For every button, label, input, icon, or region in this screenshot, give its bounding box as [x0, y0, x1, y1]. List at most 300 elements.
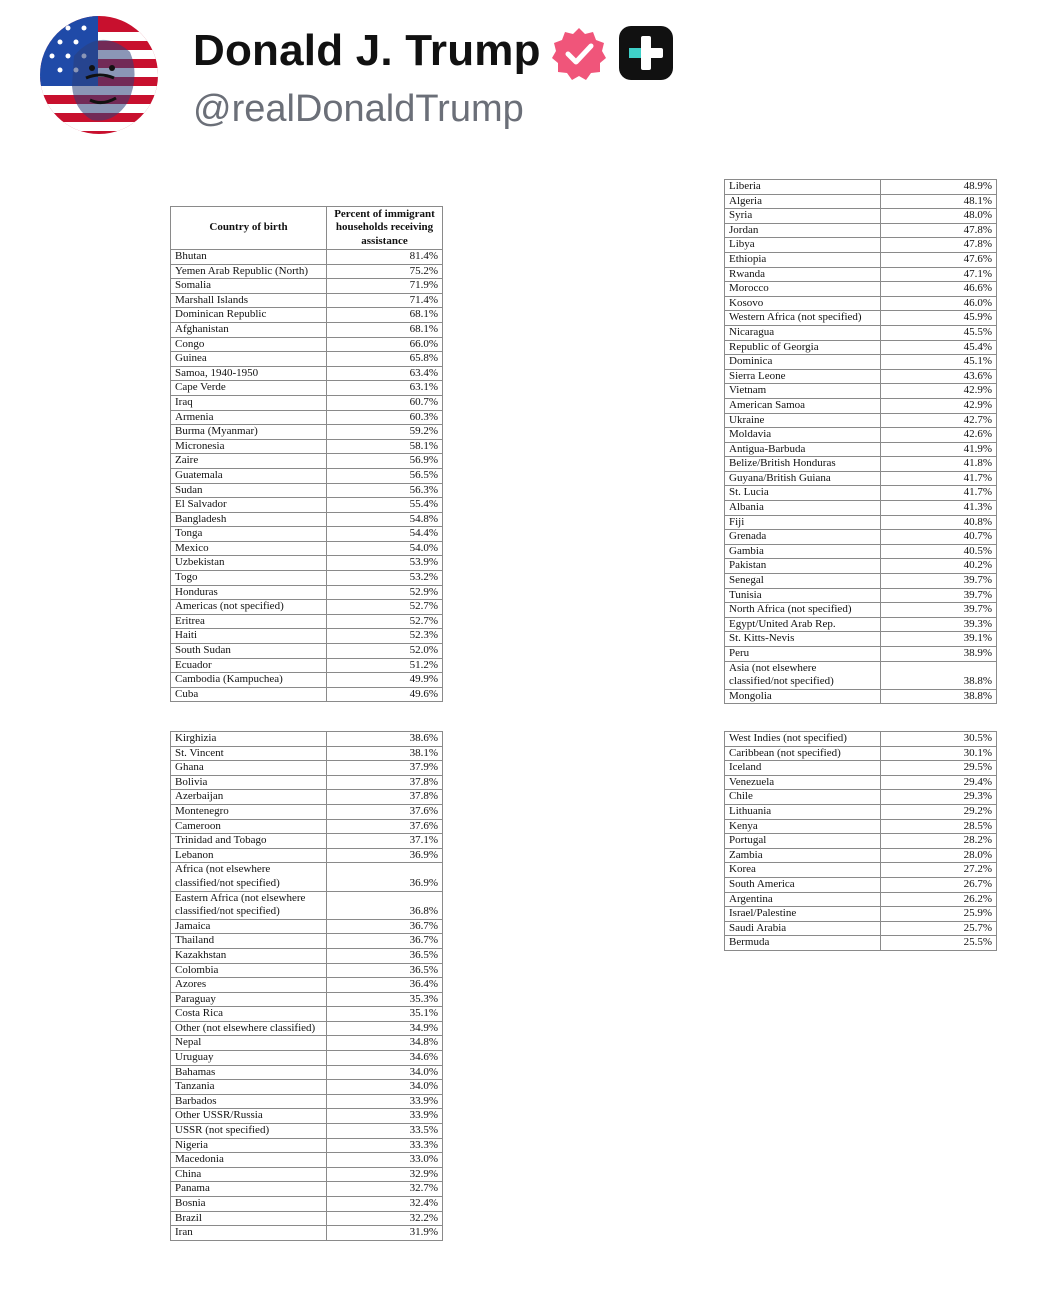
table-row — [725, 296, 997, 311]
country-cell: Fiji — [725, 515, 881, 530]
country-cell: Togo — [171, 571, 327, 586]
table-row — [171, 819, 443, 834]
percent-cell: 75.2% — [327, 264, 443, 279]
country-cell: Bhutan — [171, 250, 327, 265]
country-cell: Guinea — [171, 352, 327, 367]
percent-cell: 63.1% — [327, 381, 443, 396]
table-row — [171, 834, 443, 849]
percent-cell: 60.7% — [327, 395, 443, 410]
country-cell: Dominica — [725, 355, 881, 370]
percent-cell: 42.6% — [881, 428, 997, 443]
country-cell: Tonga — [171, 527, 327, 542]
country-cell: Jordan — [725, 223, 881, 238]
country-cell: Nepal — [171, 1036, 327, 1051]
country-cell: Thailand — [171, 934, 327, 949]
percent-cell: 33.9% — [327, 1094, 443, 1109]
percent-cell: 52.3% — [327, 629, 443, 644]
percent-cell: 58.1% — [327, 439, 443, 454]
country-cell: Bosnia — [171, 1197, 327, 1212]
assistance-table-part-3 — [170, 731, 443, 1241]
table-row — [725, 544, 997, 559]
table-row — [171, 571, 443, 586]
country-cell: Dominican Republic — [171, 308, 327, 323]
table-row — [725, 501, 997, 516]
country-cell: Egypt/United Arab Rep. — [725, 617, 881, 632]
table-row — [725, 471, 997, 486]
table-row — [725, 398, 997, 413]
crop-edge — [160, 703, 460, 715]
percent-cell: 34.0% — [327, 1080, 443, 1095]
table-row — [171, 614, 443, 629]
percent-cell: 29.2% — [881, 804, 997, 819]
country-cell: Israel/Palestine — [725, 907, 881, 922]
table-row — [171, 498, 443, 513]
percent-cell: 36.5% — [327, 948, 443, 963]
table-row — [171, 658, 443, 673]
table-row — [725, 180, 997, 195]
percent-cell: 54.8% — [327, 512, 443, 527]
table-row — [171, 556, 443, 571]
country-cell: Ghana — [171, 761, 327, 776]
table-row — [725, 530, 997, 545]
country-cell: Zambia — [725, 848, 881, 863]
table-row — [725, 603, 997, 618]
percent-cell: 38.8% — [881, 689, 997, 704]
table-row — [171, 585, 443, 600]
table-row — [171, 410, 443, 425]
table-row — [171, 1021, 443, 1036]
percent-cell: 33.9% — [327, 1109, 443, 1124]
percent-cell: 36.7% — [327, 934, 443, 949]
country-cell: Gambia — [725, 544, 881, 559]
country-cell: Armenia — [171, 410, 327, 425]
percent-cell: 46.0% — [881, 296, 997, 311]
table-row — [725, 428, 997, 443]
table-row — [171, 439, 443, 454]
country-cell: Cape Verde — [171, 381, 327, 396]
table-row — [725, 921, 997, 936]
table-row — [725, 442, 997, 457]
table-row — [725, 355, 997, 370]
table-row — [725, 574, 997, 589]
country-cell: Honduras — [171, 585, 327, 600]
table-row — [171, 250, 443, 265]
country-cell: Venezuela — [725, 775, 881, 790]
table-row — [725, 617, 997, 632]
percent-cell: 38.6% — [327, 732, 443, 747]
table-row — [171, 790, 443, 805]
percent-cell: 26.2% — [881, 892, 997, 907]
country-cell: Cuba — [171, 687, 327, 702]
percent-cell: 39.7% — [881, 574, 997, 589]
percent-cell: 52.7% — [327, 600, 443, 615]
table-row — [725, 282, 997, 297]
country-cell: Kenya — [725, 819, 881, 834]
table-header-row — [171, 207, 443, 250]
table-row — [171, 1197, 443, 1212]
percent-cell: 26.7% — [881, 877, 997, 892]
percent-cell: 46.6% — [881, 282, 997, 297]
percent-cell: 36.9% — [327, 848, 443, 863]
table-row — [725, 369, 997, 384]
percent-cell: 48.1% — [881, 194, 997, 209]
percent-cell: 35.1% — [327, 1007, 443, 1022]
percent-cell: 38.1% — [327, 746, 443, 761]
country-cell: Morocco — [725, 282, 881, 297]
percent-cell: 38.9% — [881, 647, 997, 662]
percent-cell: 34.9% — [327, 1021, 443, 1036]
country-cell: Uruguay — [171, 1051, 327, 1066]
percent-cell: 29.5% — [881, 761, 997, 776]
percent-cell: 32.2% — [327, 1211, 443, 1226]
table-row — [171, 644, 443, 659]
table-row — [171, 1007, 443, 1022]
assistance-table-part-2 — [724, 179, 997, 704]
post-header — [0, 0, 1040, 150]
country-cell: Burma (Myanmar) — [171, 425, 327, 440]
percent-cell: 35.3% — [327, 992, 443, 1007]
table-row — [171, 629, 443, 644]
country-cell: Americas (not specified) — [171, 600, 327, 615]
country-cell: West Indies (not specified) — [725, 732, 881, 747]
percent-cell: 28.0% — [881, 848, 997, 863]
percent-cell: 42.7% — [881, 413, 997, 428]
country-cell: Yemen Arab Republic (North) — [171, 264, 327, 279]
country-cell: Syria — [725, 209, 881, 224]
percent-cell: 36.8% — [327, 891, 443, 919]
country-cell: Libya — [725, 238, 881, 253]
percent-cell: 53.2% — [327, 571, 443, 586]
table-row — [171, 804, 443, 819]
table-row — [725, 790, 997, 805]
country-cell: Nigeria — [171, 1138, 327, 1153]
percent-cell: 40.8% — [881, 515, 997, 530]
table-row — [171, 992, 443, 1007]
percent-cell: 28.2% — [881, 834, 997, 849]
percent-cell: 47.8% — [881, 238, 997, 253]
percent-cell: 37.6% — [327, 804, 443, 819]
table-row — [171, 527, 443, 542]
country-cell: Korea — [725, 863, 881, 878]
table-row — [171, 308, 443, 323]
percent-cell: 40.2% — [881, 559, 997, 574]
percent-cell: 68.1% — [327, 308, 443, 323]
percent-cell: 45.4% — [881, 340, 997, 355]
percent-cell: 33.0% — [327, 1153, 443, 1168]
table-row — [171, 322, 443, 337]
percent-cell: 53.9% — [327, 556, 443, 571]
table-row — [171, 600, 443, 615]
table-row — [171, 425, 443, 440]
percent-cell: 52.7% — [327, 614, 443, 629]
table-row — [725, 267, 997, 282]
country-cell: Afghanistan — [171, 322, 327, 337]
percent-cell: 36.5% — [327, 963, 443, 978]
table-row — [171, 264, 443, 279]
table-row — [171, 512, 443, 527]
table-row — [725, 892, 997, 907]
country-cell: Bermuda — [725, 936, 881, 951]
country-cell: Mexico — [171, 541, 327, 556]
table-row — [725, 647, 997, 662]
percent-cell: 39.7% — [881, 588, 997, 603]
country-cell: Vietnam — [725, 384, 881, 399]
percent-cell: 34.0% — [327, 1065, 443, 1080]
table-row — [725, 775, 997, 790]
column-header-percent: Percent of immigrant households receiving assistance — [327, 207, 443, 250]
avatar[interactable] — [40, 16, 158, 134]
percent-cell: 40.5% — [881, 544, 997, 559]
table-row — [725, 325, 997, 340]
table-row — [171, 468, 443, 483]
table-row — [725, 661, 997, 689]
table-row — [171, 1109, 443, 1124]
table-row — [725, 238, 997, 253]
crop-edge — [160, 1258, 460, 1293]
country-cell: Sudan — [171, 483, 327, 498]
country-cell: Ethiopia — [725, 252, 881, 267]
table-row — [171, 848, 443, 863]
country-cell: Senegal — [725, 574, 881, 589]
country-cell: Sierra Leone — [725, 369, 881, 384]
country-cell: Uzbekistan — [171, 556, 327, 571]
country-cell: China — [171, 1167, 327, 1182]
plus-badge-icon — [619, 26, 673, 80]
table-row — [171, 541, 443, 556]
country-cell: Tanzania — [171, 1080, 327, 1095]
country-cell: American Samoa — [725, 398, 881, 413]
percent-cell: 34.8% — [327, 1036, 443, 1051]
percent-cell: 81.4% — [327, 250, 443, 265]
table-row — [171, 483, 443, 498]
table-row — [171, 687, 443, 702]
table-row — [725, 819, 997, 834]
country-cell: Ukraine — [725, 413, 881, 428]
percent-cell: 56.9% — [327, 454, 443, 469]
percent-cell: 47.1% — [881, 267, 997, 282]
table-row — [725, 588, 997, 603]
percent-cell: 32.9% — [327, 1167, 443, 1182]
country-cell: Micronesia — [171, 439, 327, 454]
percent-cell: 33.5% — [327, 1124, 443, 1139]
table-row — [725, 834, 997, 849]
country-cell: Iceland — [725, 761, 881, 776]
percent-cell: 49.6% — [327, 687, 443, 702]
country-cell: Montenegro — [171, 804, 327, 819]
country-cell: Bahamas — [171, 1065, 327, 1080]
country-cell: Colombia — [171, 963, 327, 978]
country-cell: Belize/British Honduras — [725, 457, 881, 472]
percent-cell: 65.8% — [327, 352, 443, 367]
country-cell: Somalia — [171, 279, 327, 294]
percent-cell: 63.4% — [327, 366, 443, 381]
country-cell: South Sudan — [171, 644, 327, 659]
table-row — [725, 457, 997, 472]
percent-cell: 48.0% — [881, 209, 997, 224]
table-row — [725, 515, 997, 530]
country-cell: Zaire — [171, 454, 327, 469]
percent-cell: 52.0% — [327, 644, 443, 659]
country-cell: Macedonia — [171, 1153, 327, 1168]
country-cell: Moldavia — [725, 428, 881, 443]
percent-cell: 54.4% — [327, 527, 443, 542]
percent-cell: 27.2% — [881, 863, 997, 878]
country-cell: USSR (not specified) — [171, 1124, 327, 1139]
table-row — [171, 978, 443, 993]
table-row — [171, 761, 443, 776]
table-row — [725, 340, 997, 355]
country-cell: Bolivia — [171, 775, 327, 790]
percent-cell: 68.1% — [327, 322, 443, 337]
country-cell: Albania — [725, 501, 881, 516]
table-row — [725, 384, 997, 399]
country-cell: Portugal — [725, 834, 881, 849]
percent-cell: 45.9% — [881, 311, 997, 326]
table-row — [725, 877, 997, 892]
table-row — [171, 1138, 443, 1153]
table-row — [171, 1080, 443, 1095]
table-row — [171, 1153, 443, 1168]
percent-cell: 28.5% — [881, 819, 997, 834]
percent-cell: 41.7% — [881, 471, 997, 486]
percent-cell: 36.4% — [327, 978, 443, 993]
percent-cell: 25.5% — [881, 936, 997, 951]
percent-cell: 41.3% — [881, 501, 997, 516]
percent-cell: 54.0% — [327, 541, 443, 556]
country-cell: El Salvador — [171, 498, 327, 513]
table-row — [725, 632, 997, 647]
country-cell: Africa (not elsewhere classified/not specified) — [171, 863, 327, 891]
percent-cell: 39.3% — [881, 617, 997, 632]
table-row — [725, 907, 997, 922]
percent-cell: 29.4% — [881, 775, 997, 790]
table-row — [171, 775, 443, 790]
country-cell: Bangladesh — [171, 512, 327, 527]
table-row — [725, 936, 997, 951]
percent-cell: 66.0% — [327, 337, 443, 352]
percent-cell: 32.7% — [327, 1182, 443, 1197]
percent-cell: 36.9% — [327, 863, 443, 891]
table-row — [725, 863, 997, 878]
percent-cell: 45.5% — [881, 325, 997, 340]
country-cell: Other (not elsewhere classified) — [171, 1021, 327, 1036]
country-cell: Mongolia — [725, 689, 881, 704]
table-row — [725, 746, 997, 761]
table-row — [725, 209, 997, 224]
percent-cell: 40.7% — [881, 530, 997, 545]
table-row — [171, 1211, 443, 1226]
country-cell: Jamaica — [171, 919, 327, 934]
table-row — [725, 559, 997, 574]
percent-cell: 36.7% — [327, 919, 443, 934]
country-cell: Asia (not elsewhere classified/not specified) — [725, 661, 881, 689]
percent-cell: 51.2% — [327, 658, 443, 673]
country-cell: Republic of Georgia — [725, 340, 881, 355]
verified-badge-icon — [551, 25, 607, 81]
country-cell: Guatemala — [171, 468, 327, 483]
country-cell: Liberia — [725, 180, 881, 195]
percent-cell: 37.9% — [327, 761, 443, 776]
percent-cell: 47.8% — [881, 223, 997, 238]
country-cell: Samoa, 1940-1950 — [171, 366, 327, 381]
percent-cell: 45.1% — [881, 355, 997, 370]
table-row — [725, 732, 997, 747]
percent-cell: 39.1% — [881, 632, 997, 647]
percent-cell: 42.9% — [881, 384, 997, 399]
table-row — [725, 311, 997, 326]
table-row — [725, 761, 997, 776]
percent-cell: 37.6% — [327, 819, 443, 834]
table-row — [171, 1167, 443, 1182]
display-name[interactable]: Donald J. Trump — [193, 26, 541, 75]
country-cell: Iraq — [171, 395, 327, 410]
country-cell: Barbados — [171, 1094, 327, 1109]
table-row — [171, 863, 443, 891]
percent-cell: 59.2% — [327, 425, 443, 440]
table-row — [725, 848, 997, 863]
percent-cell: 33.3% — [327, 1138, 443, 1153]
country-cell: St. Kitts-Nevis — [725, 632, 881, 647]
percent-cell: 49.9% — [327, 673, 443, 688]
table-row — [171, 1226, 443, 1241]
country-cell: North Africa (not specified) — [725, 603, 881, 618]
table-row — [171, 919, 443, 934]
country-cell: Costa Rica — [171, 1007, 327, 1022]
country-cell: Kazakhstan — [171, 948, 327, 963]
country-cell: St. Lucia — [725, 486, 881, 501]
percent-cell: 25.9% — [881, 907, 997, 922]
percent-cell: 34.6% — [327, 1051, 443, 1066]
percent-cell: 37.8% — [327, 775, 443, 790]
country-cell: Cameroon — [171, 819, 327, 834]
percent-cell: 71.9% — [327, 279, 443, 294]
country-cell: Ecuador — [171, 658, 327, 673]
percent-cell: 48.9% — [881, 180, 997, 195]
country-cell: Eritrea — [171, 614, 327, 629]
country-cell: Haiti — [171, 629, 327, 644]
percent-cell: 60.3% — [327, 410, 443, 425]
table-row — [725, 252, 997, 267]
percent-cell: 32.4% — [327, 1197, 443, 1212]
percent-cell: 41.9% — [881, 442, 997, 457]
table-row — [171, 395, 443, 410]
percent-cell: 41.7% — [881, 486, 997, 501]
percent-cell: 71.4% — [327, 293, 443, 308]
table-row — [725, 194, 997, 209]
country-cell: Paraguay — [171, 992, 327, 1007]
column-header-country: Country of birth — [171, 207, 327, 250]
country-cell: Azerbaijan — [171, 790, 327, 805]
country-cell: Argentina — [725, 892, 881, 907]
table-row — [171, 746, 443, 761]
assistance-table-part-4 — [724, 731, 997, 951]
table-row — [171, 454, 443, 469]
country-cell: Trinidad and Tobago — [171, 834, 327, 849]
table-row — [171, 673, 443, 688]
table-row — [171, 1051, 443, 1066]
table-row — [171, 732, 443, 747]
country-cell: Tunisia — [725, 588, 881, 603]
country-cell: Panama — [171, 1182, 327, 1197]
country-cell: Lebanon — [171, 848, 327, 863]
table-row — [171, 337, 443, 352]
table-row — [171, 948, 443, 963]
country-cell: Lithuania — [725, 804, 881, 819]
table-row — [171, 891, 443, 919]
country-cell: Congo — [171, 337, 327, 352]
username-handle[interactable]: @realDonaldTrump — [193, 88, 524, 130]
table-row — [725, 689, 997, 704]
